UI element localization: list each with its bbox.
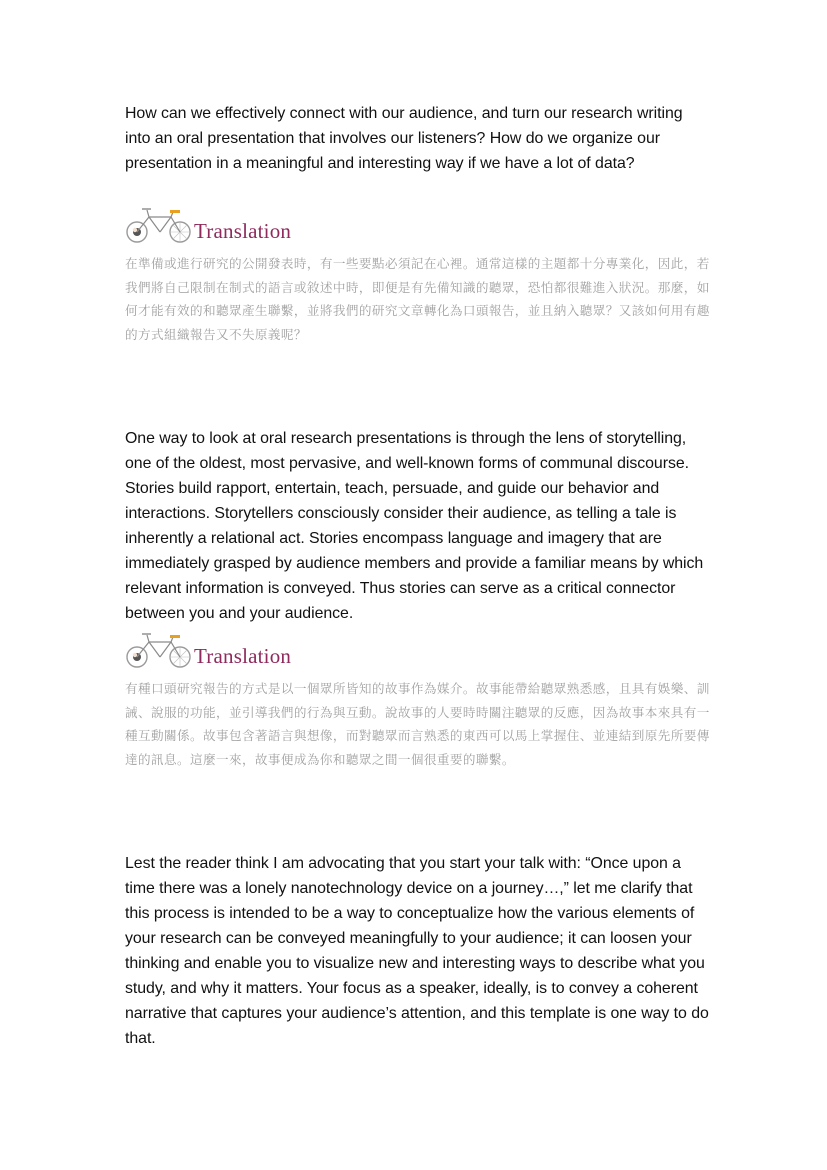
bicycle-icon [123, 201, 193, 249]
translation-label: Translation [194, 219, 292, 243]
translation-label: Translation [194, 644, 292, 668]
translation-badge-2 [123, 626, 293, 674]
chinese-translation-2: 有種口頭研究報告的方式是以一個眾所皆知的故事作為媒介。故事能帶給聽眾熟悉感，且具有娛樂、訓誡、說服的功能，並引導我們的行為與互動。說故事的人要時時關注聽眾的反應，因為故事本來具有一種互動關係。故事包含著語言與想像，而對聽眾而言熟悉的東西可以馬上掌握住、並連結到原先所要傳達的訊息。這麼一來，故事便成為你和聽眾之間一個很重要的聯繫。 [125, 681, 710, 767]
translation-badge-1 [123, 201, 293, 249]
english-paragraph-2: One way to look at oral research presentations is through the lens of storytelling, one of the oldest, most pervasive, and well-known forms of communal discourse. Stories build rapport, entertain, teach, persuade, and guide our behavior and interactions. Storytellers consciously consider their audience, as telling a tale is inherently a relational act. Stories encompass language and imagery that are immediately grasped by audience members and provide a familiar means by which relevant information is conveyed. Thus stories can serve as a critical connector between you and your audience. [125, 430, 704, 622]
chinese-translation-1: 在準備或進行研究的公開發表時，有一些要點必須記在心裡。通常這樣的主題都十分專業化，因此，若我們將自己限制在制式的語言或敘述中時，即便是有先備知識的聽眾，恐怕都很難進入狀況。那麼，如何才能有效的和聽眾產生聯繫，並將我們的研究文章轉化為口頭報告，並且納入聽眾？又該如何用有趣的方式組織報告又不失原義呢？ [125, 256, 710, 342]
english-paragraph-1: How can we effectively connect with our audience, and turn our research writing into an oral presentation that involves our listeners? How do we organize our presentation in a meaningful and interesting way if we have a lot of data? [125, 105, 683, 172]
english-paragraph-3: Lest the reader think I am advocating that you start your talk with: “Once upon a time there was a lonely nanotechnology device on a journey…,” let me clarify that this process is intended to be a way to conceptualize how the various elements of your research can be conveyed meaningfully to your audience; it can loosen your thinking and enable you to visualize new and interesting ways to describe what you study, and why it matters. Your focus as a speaker, ideally, is to convey a coherent narrative that captures your audience’s attention, and this template is one way to do that. [125, 855, 709, 1047]
bicycle-icon [123, 626, 193, 674]
